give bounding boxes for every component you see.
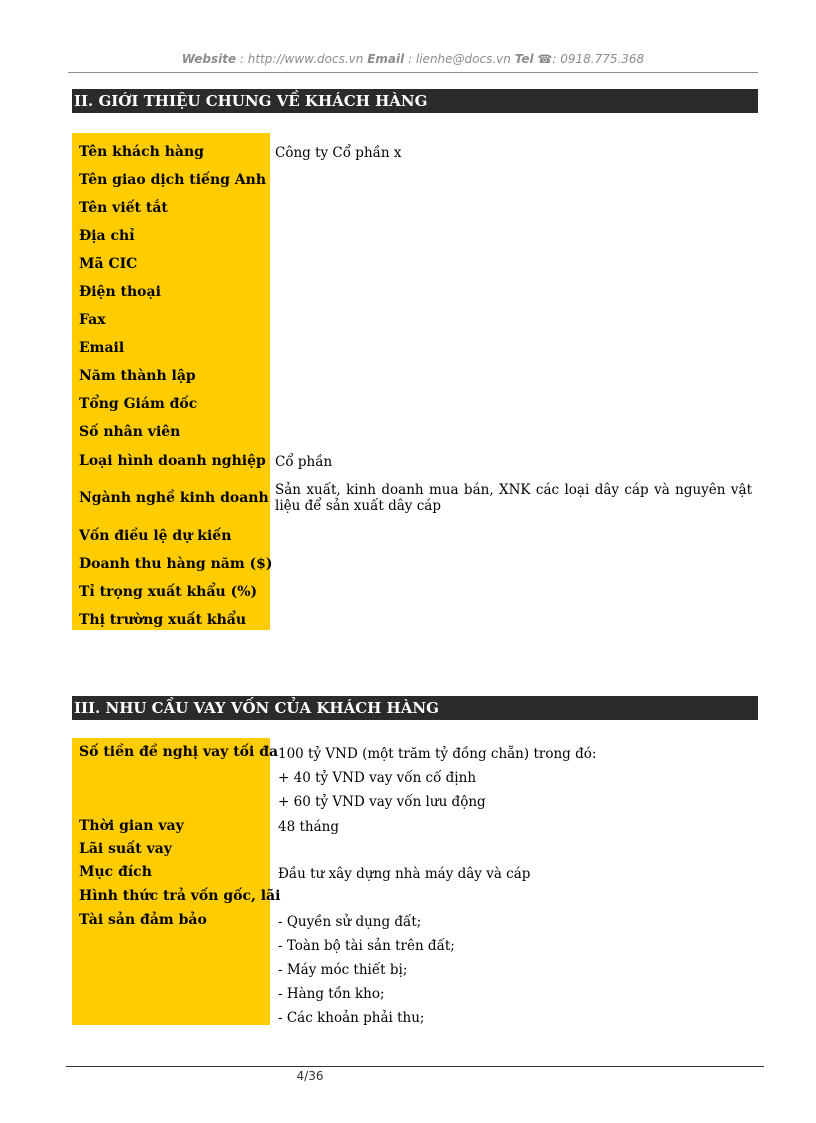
- tel-label: Tel: [514, 52, 534, 66]
- email-label: Email: [367, 52, 405, 66]
- value-thoi-gian-vay: 48 tháng: [278, 819, 339, 835]
- label-so-tien-vay: Số tiền đề nghị vay tối đa: [79, 744, 279, 760]
- value-tai-san-4: - Hàng tồn kho;: [278, 986, 385, 1002]
- page-header: [68, 52, 758, 66]
- section-2-title: II. GIỚI THIỆU CHUNG VỀ KHÁCH HÀNG: [72, 89, 758, 113]
- label-so-nhan-vien: Số nhân viên: [79, 424, 181, 440]
- label-dien-thoai: Điện thoại: [79, 284, 161, 300]
- section-3-title: III. NHU CẦU VAY VỐN CỦA KHÁCH HÀNG: [72, 696, 758, 720]
- value-so-tien-vay-2: + 40 tỷ VND vay vốn cố định: [278, 770, 477, 786]
- label-nam-thanh-lap: Năm thành lập: [79, 368, 196, 384]
- value-so-tien-vay-3: + 60 tỷ VND vay vốn lưu động: [278, 794, 486, 810]
- label-loai-hinh: Loại hình doanh nghiệp: [79, 453, 266, 469]
- value-ten-khach-hang: Công ty Cổ phần x: [275, 145, 402, 161]
- phone-icon: ☎: [537, 52, 553, 66]
- value-muc-dich: Đầu tư xây dựng nhà máy dây và cáp: [278, 866, 531, 882]
- email-value[interactable]: : lienhe@docs.vn: [404, 52, 515, 66]
- label-ten-khach-hang: Tên khách hàng: [79, 144, 204, 160]
- value-loai-hinh: Cổ phần: [275, 454, 333, 470]
- value-tai-san-3: - Máy móc thiết bị;: [278, 962, 408, 978]
- label-tai-san-dam-bao: Tài sản đảm bảo: [79, 912, 207, 928]
- tel-value: : 0918.775.368: [552, 52, 645, 66]
- label-ma-cic: Mã CIC: [79, 256, 138, 272]
- section-3-label-column: [72, 738, 270, 1025]
- label-ten-giao-dich: Tên giao dịch tiếng Anh: [79, 172, 267, 188]
- website-value[interactable]: : http://www.docs.vn: [236, 52, 368, 66]
- footer-divider: [66, 1066, 764, 1067]
- label-nganh-nghe: Ngành nghề kinh doanh: [79, 490, 269, 506]
- header-divider: [68, 72, 758, 73]
- label-muc-dich: Mục đích: [79, 864, 152, 880]
- value-tai-san-5: - Các khoản phải thu;: [278, 1010, 425, 1026]
- page-number: 4/36: [296, 1069, 324, 1083]
- value-tai-san-2: - Toàn bộ tài sản trên đất;: [278, 938, 455, 954]
- label-fax: Fax: [79, 312, 106, 328]
- label-thoi-gian-vay: Thời gian vay: [79, 818, 184, 834]
- value-nganh-nghe: Sản xuất, kinh doanh mua bán, XNK các loại dây cáp và nguyên vật liệu để sản xuất dây cáp: [275, 482, 752, 514]
- label-ti-trong-xuat-khau: Tỉ trọng xuất khẩu (%): [79, 584, 258, 600]
- website-label: Website: [181, 52, 237, 66]
- label-thi-truong-xuat-khau: Thị trường xuất khẩu: [79, 612, 247, 628]
- label-email: Email: [79, 340, 125, 356]
- label-tong-giam-doc: Tổng Giám đốc: [79, 396, 198, 412]
- label-hinh-thuc-tra: Hình thức trả vốn gốc, lãi: [79, 888, 281, 904]
- label-von-dieu-le: Vốn điều lệ dự kiến: [79, 528, 232, 544]
- label-ten-viet-tat: Tên viết tắt: [79, 200, 168, 216]
- value-tai-san-1: - Quyền sử dụng đất;: [278, 914, 422, 930]
- label-lai-suat-vay: Lãi suất vay: [79, 841, 172, 857]
- value-so-tien-vay-1: 100 tỷ VND (một trăm tỷ đồng chẵn) trong đó:: [278, 746, 597, 762]
- label-dia-chi: Địa chỉ: [79, 228, 135, 244]
- label-doanh-thu: Doanh thu hàng năm ($): [79, 556, 273, 572]
